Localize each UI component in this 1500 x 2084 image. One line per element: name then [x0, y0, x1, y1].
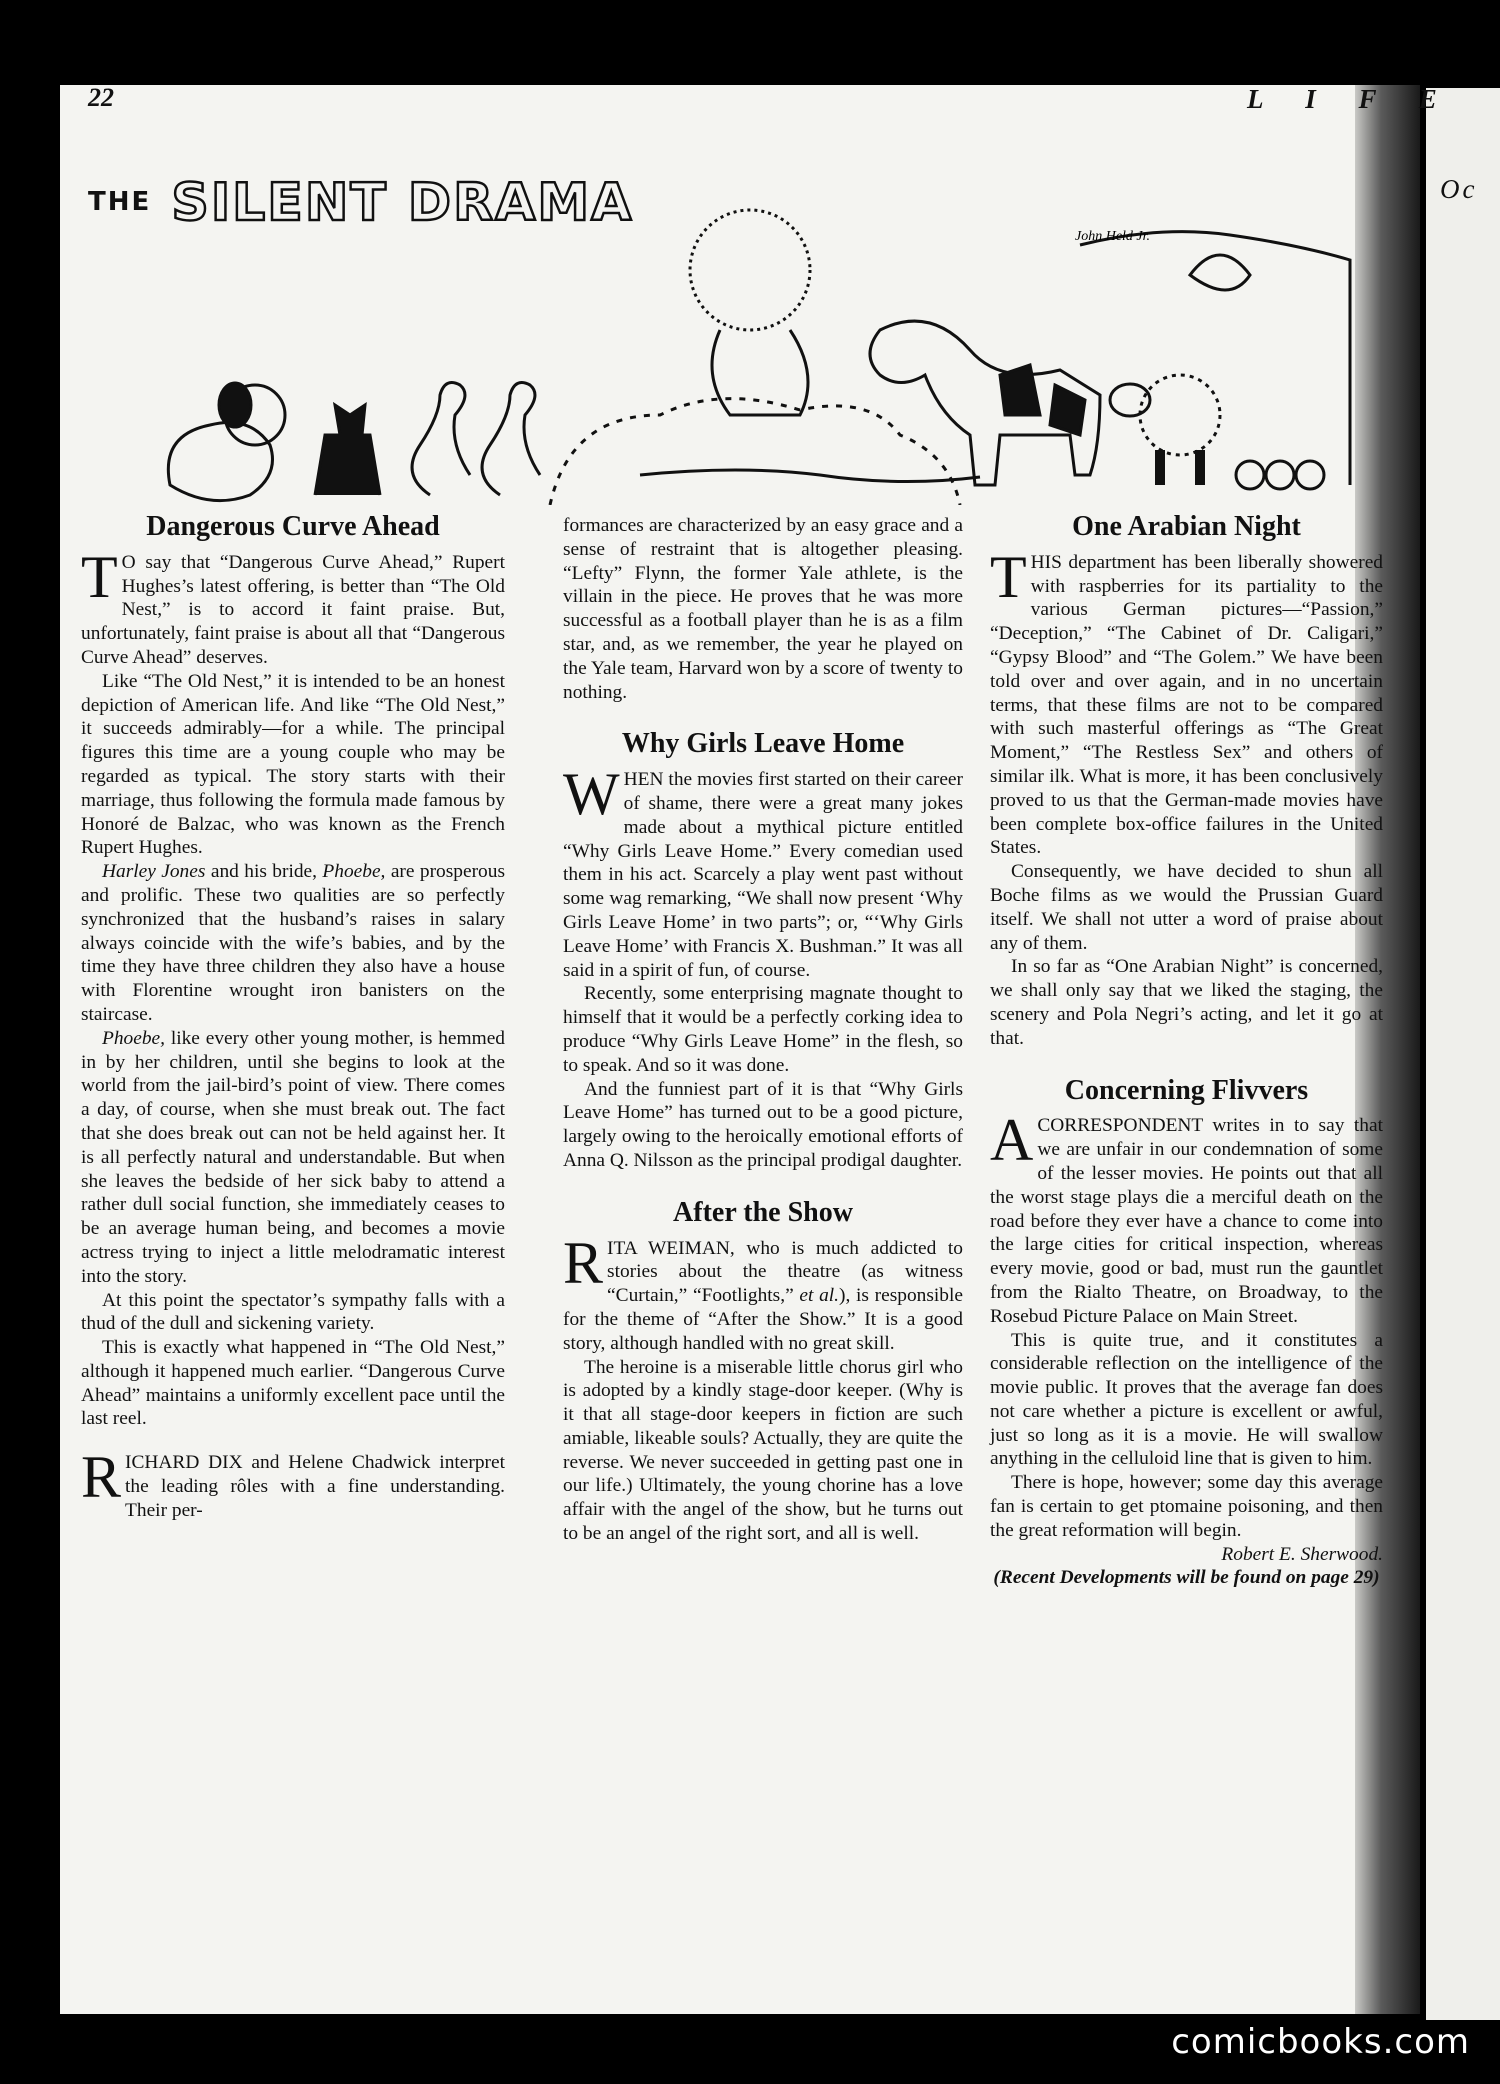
- nest-with-birds: [1190, 255, 1250, 290]
- continuation-note: (Recent Developments will be found on page 29): [993, 1567, 1380, 1589]
- duck-2: [482, 383, 540, 495]
- paragraph: Recently, some enterprising magnate thought to himself that it would be a perfectly corking idea to produce “Why Girls Leave Home” in the flesh, so to speak. And so it was done.: [563, 983, 963, 1076]
- heading-after-the-show: After the Show: [673, 1196, 853, 1228]
- dog-ear: [219, 383, 251, 427]
- paragraph: At this point the spectator’s sympathy falls with a thud of the dull and sickening variety.: [81, 1289, 505, 1335]
- sheep-legs: [1160, 450, 1200, 485]
- paragraph-text: and his bride,: [205, 861, 323, 883]
- girl-dress: [712, 330, 808, 415]
- latin-abbrev: et al.: [799, 1285, 840, 1307]
- paragraph: In so far as “One Arabian Night” is concerned, we shall only say that we liked the staging, the scenery and Pola Negri’s acting, and let it go at that.: [990, 956, 1383, 1049]
- chick-2: [1266, 461, 1294, 489]
- header-illustration: [100, 115, 1370, 505]
- cat-body: [315, 435, 380, 495]
- paragraph-text: ICHARD DIX and Helene Chadwick interpret the leading rôles with a fine understanding. Their per-: [125, 1452, 505, 1521]
- paragraph: The heroine is a miserable little chorus girl who is adopted by a kindly stage-door keeper. (Why is it that all stage-door keepers in fiction are such amiable, likeable souls? Actually, they are quite the reverse. We never succeeded in getting past one in our life.) Ultimately, the young chorine has a love affair with the angel of the show, but he turns out to be an angel of the right sort, and all is well.: [563, 1356, 963, 1545]
- paragraph: [990, 1107, 1383, 1328]
- cow-spots: [1000, 365, 1085, 435]
- title-main: SILENT DRAMA: [171, 173, 634, 233]
- chick-3: [1296, 461, 1324, 489]
- girl-hair: [690, 210, 810, 330]
- drop-cap: A: [990, 1107, 1034, 1174]
- duck-1: [412, 383, 470, 495]
- character-name: Harley Jones: [102, 861, 206, 883]
- column-2: [563, 514, 963, 1546]
- paragraph: [81, 860, 505, 1027]
- heading-one-arabian-night: One Arabian Night: [1072, 511, 1301, 542]
- paragraph: [563, 1229, 963, 1356]
- paragraph-text: O say that “Dangerous Curve Ahead,” Rupert Hughes’s latest offering, is better than “The Old Nest,” is to accord it faint praise. But, unfortunately, faint praise is about all that “Dangerous Curve Ahead” deserves.: [81, 551, 505, 668]
- paragraph: Like “The Old Nest,” it is intended to be an honest depiction of American life. And like “The Old Nest,” it succeeds admirably—for a while. The principal figures this time are a young couple who may be regarded as typical. The story starts with their marriage, thus following the formula made famous by Honoré de Balzac, who was known as the French Rupert Hughes.: [81, 670, 505, 859]
- drop-cap: W: [563, 761, 620, 828]
- title-the: THE: [88, 187, 152, 217]
- cat-head: [335, 405, 365, 435]
- heading-why-girls: Why Girls Leave Home: [621, 728, 905, 760]
- adjacent-page-header: Oc: [1440, 174, 1478, 204]
- paragraph: [81, 1027, 505, 1289]
- character-name: Phoebe,: [102, 1027, 165, 1049]
- paragraph-text: ), is responsible for the theme of “After the Show.” It is a good story, although handled with no great skill.: [563, 1285, 963, 1354]
- character-name: Phoebe,: [322, 861, 386, 883]
- artist-signature: John Held Jr.: [1075, 229, 1151, 244]
- dog-body: [168, 423, 272, 501]
- paragraph: [81, 543, 505, 670]
- paragraph-text: CORRESPONDENT writes in to say that we are unfair in our condemnation of some of the lesser movies. He points out that all the worst stage plays die a merciful death on the road before they ever have a chance to come into the large cities for critical inspection, whereas every movie, good or bad, must run the gauntlet from the Rialto Theatre, on Broadway, to the Rosebud Picture Palace on Main Street.: [990, 1115, 1383, 1327]
- paragraph: This is exactly what happened in “The Old Nest,” although it happened much earlier. “Dangerous Curve Ahead” maintains a uniformly excellent pace until the last reel.: [81, 1337, 505, 1430]
- chick-1: [1236, 461, 1264, 489]
- paragraph: There is hope, however; some day this average fan is certain to get ptomaine poisoning, and then the great reformation will begin.: [990, 1472, 1383, 1541]
- cloud-outline: [640, 470, 980, 482]
- heading-dangerous-curve: Dangerous Curve Ahead: [146, 511, 440, 542]
- paragraph-text: like every other young mother, is hemmed in by her children, until she begins to look at the world from the jail-bird’s point of view. There comes a day, of course, when she must break out. The fact that she does break out can not be held against her. It is all perfectly natural and understandable. But when she leaves the bedside of her sick baby to attend a rather dull social function, she immediately ceases to be an average human being, and becomes a movie actress trying to inject a little melodramatic interest into the story.: [81, 1027, 505, 1287]
- paragraph: [990, 543, 1383, 860]
- paragraph: [81, 1444, 505, 1522]
- watermark: comicbooks.com: [1171, 2022, 1470, 2062]
- heading-concerning-flivvers: Concerning Flivvers: [1064, 1074, 1309, 1106]
- magazine-masthead: L I F E: [1247, 84, 1455, 114]
- page-number: 22: [88, 83, 114, 112]
- paragraph: [563, 761, 963, 982]
- tree-branch: [1080, 232, 1350, 485]
- paragraph-text: ITA WEIMAN, who is much addicted to stories about the theatre (as witness “Curtain,” “Footlights,”: [607, 1237, 963, 1307]
- paragraph: And the funniest part of it is that “Why Girls Leave Home” has turned out to be a good picture, largely owing to the heroically emotional efforts of Anna Q. Nilsson as the principal prodigal daughter.: [563, 1078, 963, 1171]
- paragraph-text: HIS department has been liberally showered with raspberries for its partiality to the various German pictures—“Passion,” “Deception,” “The Cabinet of Dr. Caligari,” “Gypsy Blood” and “The Golem.” We have been told over and over again, and in no uncertain terms, that these films are not to be compared with such masterful offerings as “The Great Moment,” “The Restless Sex” and others of similar ilk. What is more, it has been conclusively proved to us that the German-made movies have been complete box-office failures in the United States.: [990, 551, 1383, 859]
- adjacent-page: [1426, 88, 1500, 2020]
- author-signature: Robert E. Sherwood.: [1221, 1543, 1383, 1565]
- drop-cap: T: [81, 543, 118, 610]
- paragraph: This is quite true, and it constitutes a considerable reflection on the intelligence of the movie public. It proves that the average fan does not care whether a picture is excellent or awful, just so long as it is a movie. He will swallow anything in the celluloid line that is given to him.: [990, 1329, 1383, 1470]
- column-1: [81, 511, 505, 1523]
- paragraph-text: are prosperous and prolific. These two qualities are so perfectly synchronized that the husband’s raises in salary always coincide with the wife’s babies, and by the time they have three children they also have a house with Florentine wrought iron banisters on the staircase.: [81, 861, 505, 1025]
- drop-cap: R: [81, 1444, 122, 1511]
- sheep-fleece: [1140, 375, 1220, 455]
- paragraph: formances are characterized by an easy grace and a sense of restraint that is altogether pleasing. “Lefty” Flynn, the former Yale athlete, is the villain in the piece. He proves that he was more successful as a football player than he is as a film star, and, as we remember, the year he played on the Yale team, Harvard won by a score of twenty to nothing.: [563, 515, 963, 703]
- sheep-head: [1110, 384, 1150, 416]
- drop-cap: R: [563, 1229, 604, 1296]
- drop-cap: T: [990, 543, 1027, 610]
- paragraph: Consequently, we have decided to shun all Boche films as we would the Prussian Guard itself. We shall not utter a word of praise about any of them.: [990, 861, 1383, 954]
- column-3: [990, 511, 1383, 1590]
- paragraph-text: HEN the movies first started on their career of shame, there were a great many jokes made about a mythical picture entitled “Why Girls Leave Home.” Every comedian used them in his act. Scarcely a play went past without some wag remarking, “We shall now present ‘Why Girls Leave Home’ in two parts”; or, “‘Why Girls Leave Home’ with Francis X. Bushman.” It was all said in a spirit of fun, of course.: [563, 769, 963, 981]
